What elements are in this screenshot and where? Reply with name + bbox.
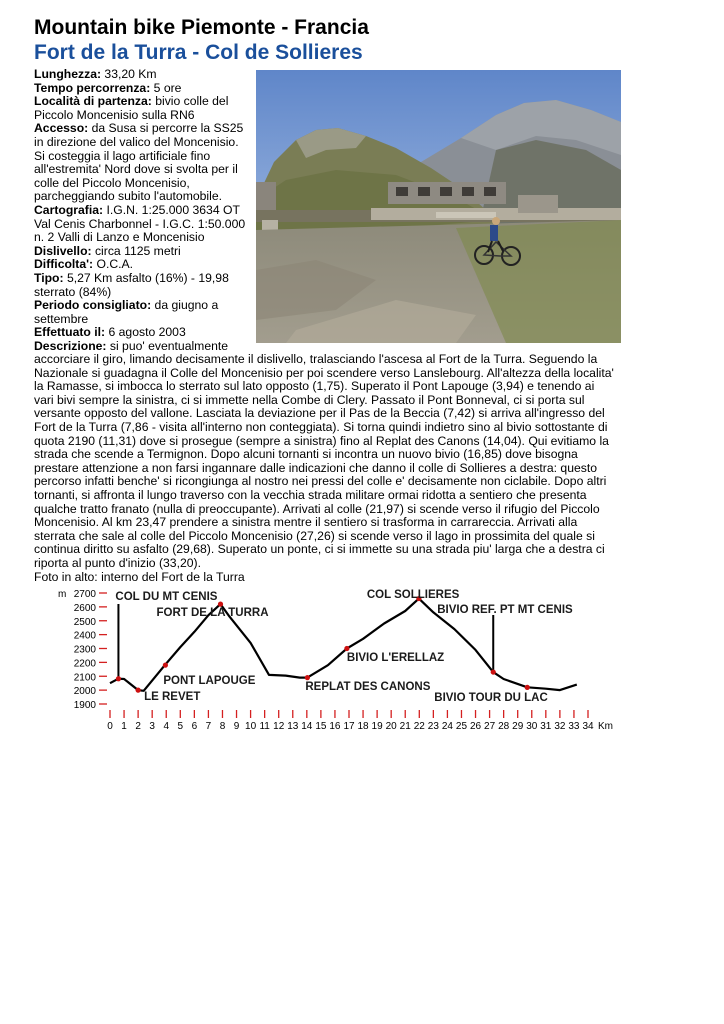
info-value: I.G.N. 1:25.000 3634 OT Val Cenis Charbonnel - I.G.C. 1:50.000 n. 2 Valli di Lanzo e Moncenisio: [34, 202, 246, 245]
x-tick-label: 34: [582, 721, 594, 732]
route-point-label: LE REVET: [144, 691, 201, 703]
x-tick-label: 1: [121, 721, 127, 732]
x-tick-label: 0: [107, 721, 113, 732]
y-tick-label: 2700: [73, 589, 96, 600]
info-duration: [34, 82, 252, 96]
route-point-label: BIVIO REF. PT MT CENIS: [437, 604, 573, 616]
description: [34, 353, 614, 584]
route-point-label: COL SOLLIERES: [366, 589, 460, 601]
x-tick-label: 29: [512, 721, 524, 732]
x-tick-label: 26: [469, 721, 482, 732]
x-tick-label: 13: [287, 721, 299, 732]
y-tick-label: 1900: [73, 700, 96, 711]
x-tick-label: 12: [273, 721, 285, 732]
route-point-label: BIVIO L'ERELLAZ: [346, 652, 445, 664]
info-value: O.C.A.: [93, 257, 134, 272]
info-value: da giugno a settembre: [34, 298, 219, 326]
x-tick-label: 28: [498, 721, 510, 732]
y-tick-label: 2200: [73, 658, 96, 670]
x-tick-label: 14: [301, 721, 313, 732]
x-tick-label: 32: [554, 721, 566, 732]
route-point-label: BIVIO TOUR DU LAC: [434, 692, 548, 704]
info-start: [34, 95, 252, 122]
info-value: 6 agosto 2003: [105, 325, 186, 340]
route-point: [163, 663, 168, 668]
page-title: Mountain bike Piemonte - Francia: [34, 16, 369, 39]
info-access: [34, 122, 252, 204]
info-label: Dislivello:: [34, 243, 92, 258]
info-label: Tempo percorrenza:: [34, 80, 151, 95]
y-tick-label: 2500: [73, 616, 96, 628]
x-tick-label: 2: [135, 721, 141, 732]
route-point-label: PONT LAPOUGE: [163, 675, 256, 687]
x-tick-label: 17: [343, 721, 355, 732]
photo-caption: Foto in alto: interno del Fort de la Turra: [34, 569, 245, 584]
route-point: [491, 669, 496, 674]
x-tick-label: 21: [399, 721, 411, 732]
route-point-label: COL DU MT CENIS: [115, 591, 218, 603]
info-label: Effettuato il:: [34, 325, 106, 340]
x-tick-label: 7: [205, 721, 212, 732]
route-point: [525, 685, 530, 690]
y-axis-unit: m: [58, 589, 67, 600]
elevation-profile: [56, 582, 616, 742]
y-tick-label: 2600: [73, 602, 96, 614]
info-period: [34, 299, 252, 326]
info-value: bivio colle del Piccolo Moncenisio sulla RN6: [34, 94, 229, 122]
route-point: [344, 646, 349, 651]
x-axis-unit: Km: [598, 721, 613, 732]
x-tick-label: 25: [455, 721, 468, 732]
description-text: accorciare il giro, limando decisamente il dislivello, tralasciando l'ascesa al Fort de la Turra. Seguendo la Nazionale si guadagna il Colle del Moncenisio per poi scendere verso Lanslebourg. All'altezza della localita' la Ramasse, si imbocca lo sterrato sul lato opposto (1,75). Superato il Pont Lapouge (3,94) e tenendo ai vari bivi sempre la sinistra, ci si immette nella Combe di Clery. Passato il Pont Bonneval, ci si porta sul versante opposto del vallone. Lasciata la deviazione per il Pas de la Beccia (7,42) si arriva all'ingresso del Fort de la Turra (7,86 - visita all'interno non conteggiata). Si torna quindi indietro sino al bivio sottostante di quota 2190 (11,31) dove si prosegue (sempre a sinistra) fino al Replat des Canons (14,04). Qui evitiamo la strada che scende a Termignon. Dopo alcuni tornanti si incontra un nuovo bivio (16,85) dove bisogna prestare attenzione a non farsi ingannare dalle indicazioni che danno il colle di Sollieres a destra: questo percorso infatti benche' si ricongiunga al nostro nei pressi del colle e' decisamente non ciclabile. Dopo altri tornanti, si affronta il lungo traverso con la vecchia strada militare ormai ridotta a sentiero che presenta qualche tratto franato (nulla di preoccupante). Arrivati al colle (21,97) si scende verso il rifugio del Piccolo Moncenisio. Al km 23,47 prendere a sinistra mentre il sentiero si trasforma in carrareccia. Arrivati alla sterrata che sale al colle del Piccolo Moncenisio (27,26) si scende verso il lago in prossimita del quale si continua diritto su asfalto (29,68). Superato un ponte, ci si immette su una strada piu' larga che a destra ci riporta al punto d'inizio (33,20).: [34, 352, 614, 570]
info-length: [34, 68, 252, 82]
x-tick-label: 11: [259, 721, 270, 732]
x-tick-label: 9: [233, 721, 240, 732]
info-label: Periodo consigliato:: [34, 298, 152, 313]
info-label: Località di partenza:: [34, 94, 152, 109]
info-maps: [34, 204, 252, 245]
fort-photo: [256, 70, 621, 343]
x-tick-label: 27: [484, 721, 496, 732]
info-climb: [34, 245, 252, 259]
info-date: [34, 326, 252, 340]
x-tick-label: 5: [177, 721, 184, 732]
route-point: [116, 676, 121, 681]
x-tick-label: 33: [568, 721, 580, 732]
x-tick-label: 22: [413, 721, 425, 732]
info-type: [34, 272, 252, 299]
info-label: Tipo:: [34, 270, 64, 285]
y-tick-label: 2000: [73, 686, 96, 698]
x-tick-label: 31: [540, 721, 552, 732]
info-label: Accesso:: [34, 121, 89, 136]
description-label: Descrizione:: [34, 338, 107, 353]
x-tick-label: 24: [441, 721, 453, 732]
x-tick-label: 3: [149, 721, 155, 732]
x-tick-label: 15: [315, 721, 327, 732]
route-point-label: REPLAT DES CANONS: [305, 681, 431, 693]
x-tick-label: 19: [371, 721, 383, 732]
route-point: [136, 688, 141, 693]
route-point-label: FORT DE LA TURRA: [156, 607, 269, 619]
x-tick-label: 4: [163, 721, 170, 732]
y-tick-label: 2100: [73, 672, 96, 684]
info-value: 33,20 Km: [101, 67, 157, 81]
y-tick-label: 2400: [73, 630, 96, 642]
info-label: Lunghezza:: [34, 67, 102, 81]
x-tick-label: 30: [526, 721, 538, 732]
page-subtitle: Fort de la Turra - Col de Sollieres: [34, 41, 363, 64]
x-tick-label: 18: [357, 721, 369, 732]
info-difficulty: [34, 258, 252, 272]
info-value: 5 ore: [150, 80, 182, 95]
x-tick-label: 6: [191, 721, 198, 732]
route-info: [34, 68, 252, 353]
info-value: circa 1125 metri: [91, 243, 181, 258]
info-value: da Susa si percorre la SS25 in direzione del valico del Moncenisio. Si costeggia il lago artificiale fino all'estremita' Nord dove si svolta per il colle del Piccolo Moncenisio, parcheggiando subito l'automobile.: [34, 121, 244, 204]
x-tick-label: 8: [219, 721, 226, 732]
info-label: Difficolta':: [34, 257, 94, 272]
info-value: 5,27 Km asfalto (16%) - 19,98 sterrato (84%): [34, 270, 229, 299]
x-tick-label: 10: [245, 721, 257, 732]
x-tick-label: 23: [427, 721, 439, 732]
y-tick-label: 2300: [73, 644, 96, 656]
x-tick-label: 16: [329, 721, 341, 732]
x-tick-label: 20: [385, 721, 397, 732]
route-point: [218, 602, 223, 607]
description-text-start: si puo' eventualmente: [106, 338, 229, 353]
info-label: Cartografia:: [34, 202, 104, 217]
route-point: [305, 675, 310, 680]
